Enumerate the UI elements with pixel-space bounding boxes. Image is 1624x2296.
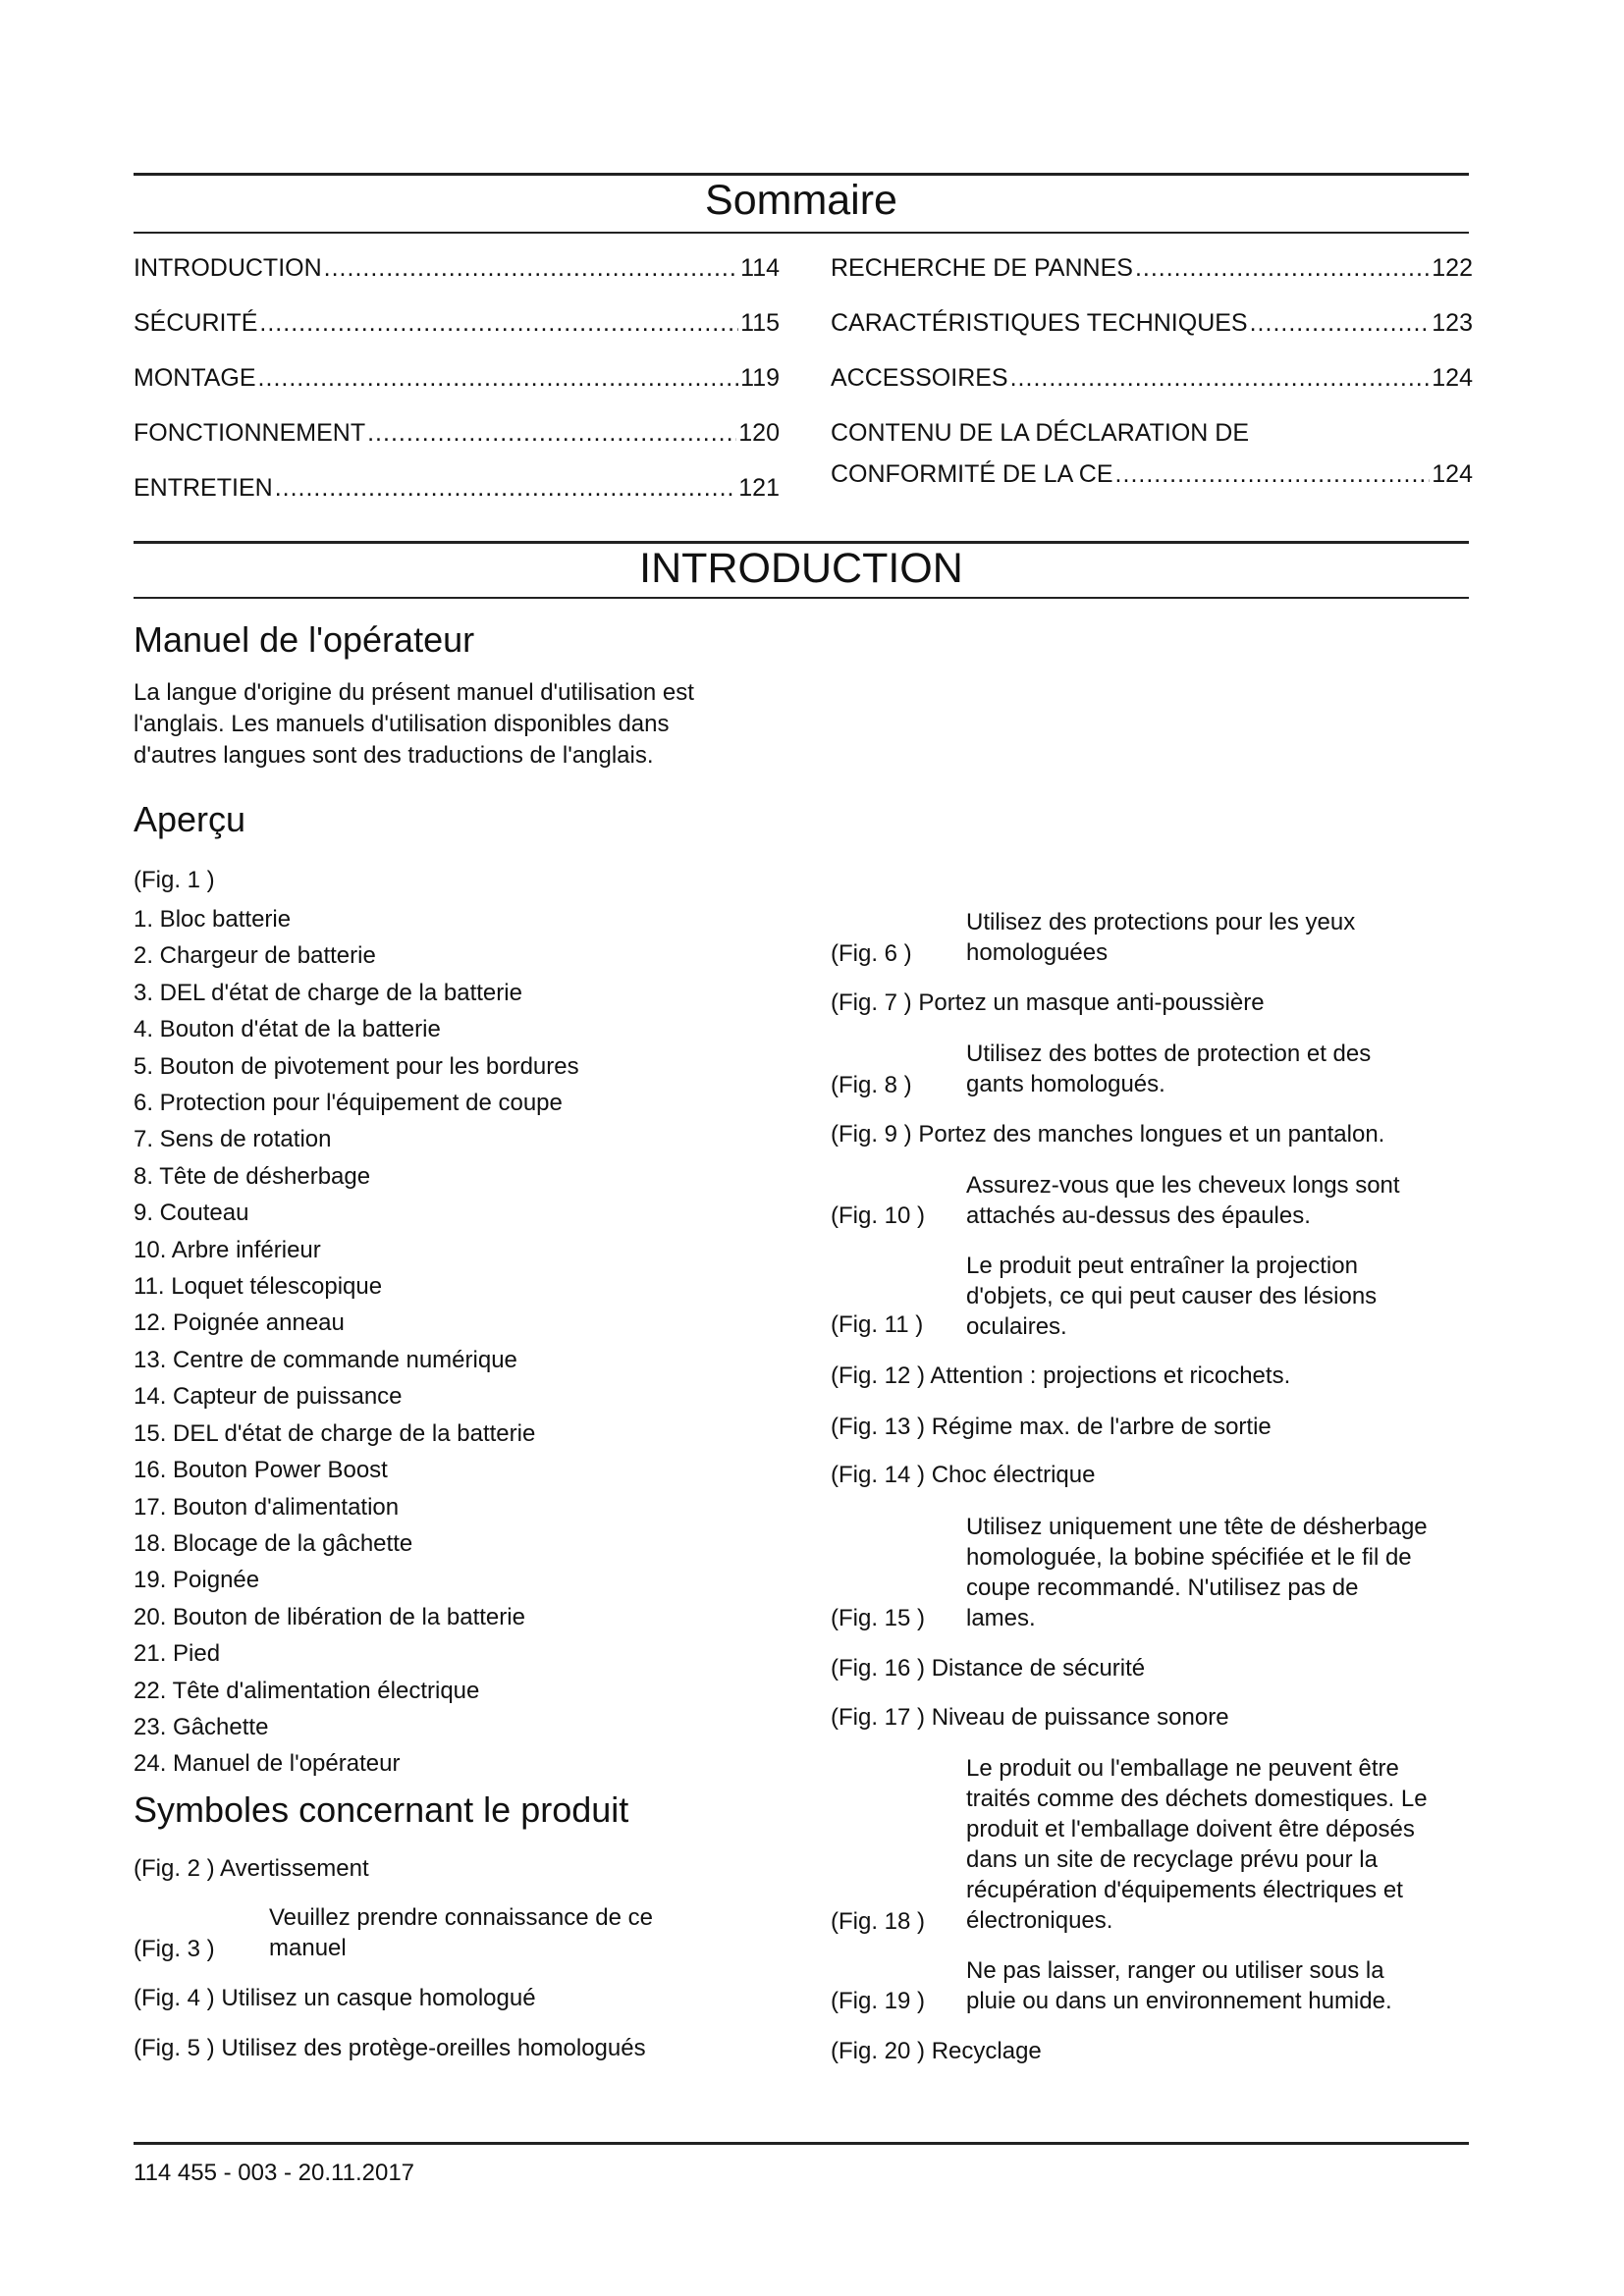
toc-entry-page: 120 [738,419,780,447]
symbol-text-line: dans un site de recyclage prévu pour la [966,1846,1378,1873]
overview-heading: Aperçu [134,799,246,839]
list-item: 22. Tête d'alimentation électrique [134,1677,480,1704]
toc-entry-label: FONCTIONNEMENT [134,419,366,447]
symbol-text-line: homologuée, la bobine spécifiée et le fil de [966,1544,1412,1571]
symbol-fig-ref: (Fig. 6 ) [831,940,912,967]
toc-entry-page: 122 [1432,254,1473,282]
overview-fig-ref: (Fig. 1 ) [134,867,215,893]
symbol-text-line: coupe recommandé. N'utilisez pas de [966,1575,1359,1601]
symbol-fig-ref: (Fig. 17 ) [831,1704,926,1731]
list-item: 23. Gâchette [134,1713,269,1740]
symbol-fig-ref: (Fig. 2 ) [134,1855,215,1882]
symbol-text-line: récupération d'équipements électriques et [966,1877,1403,1903]
symbol-text [966,1955,1477,2016]
symbol-entry [831,1460,1095,1490]
toc-title-rule [134,232,1469,234]
manual-paragraph [134,677,762,772]
symbol-text: Portez un masque anti-poussière [918,989,1265,1016]
toc-entry-label-line1[interactable]: CONTENU DE LA DÉCLARATION DE [831,419,1250,447]
symbol-text-line: Utilisez des protections pour les yeux [966,909,1356,935]
symbol-text-line: produit et l'emballage doivent être déposés [966,1816,1415,1842]
symbol-text [966,1170,1467,1231]
toc-entry[interactable] [134,363,780,393]
list-item: 10. Arbre inférieur [134,1236,321,1263]
list-item: 15. DEL d'état de charge de la batterie [134,1419,536,1447]
toc-entry[interactable] [831,363,1473,393]
list-item: 8. Tête de désherbage [134,1162,371,1190]
toc-dot-leader [1115,459,1431,489]
symbol-text-line: Veuillez prendre connaissance de ce [269,1904,653,1931]
toc-entry-page: 124 [1432,364,1473,392]
list-item: 16. Bouton Power Boost [134,1457,388,1484]
symbol-text-line: Utilisez des bottes de protection et des [966,1041,1372,1067]
symbol-entry [831,1119,1384,1149]
list-item: 12. Poignée anneau [134,1309,345,1337]
toc-dot-leader [1250,308,1431,338]
symbol-text-line: manuel [269,1935,347,1961]
toc-entry[interactable] [134,253,780,283]
toc-entry-page: 123 [1432,309,1473,337]
symbol-text [966,1039,1467,1099]
list-item: 13. Centre de commande numérique [134,1346,517,1373]
symbol-text [966,1512,1477,1633]
list-item: 9. Couteau [134,1200,249,1227]
list-item: 1. Bloc batterie [134,906,292,933]
toc-entry[interactable] [831,308,1473,338]
symbols-right-list [831,901,1473,2079]
symbol-fig-ref: (Fig. 5 ) [134,2035,215,2061]
toc-entry[interactable] [134,418,780,448]
symbol-text-line: homologuées [966,939,1109,966]
list-item: 4. Bouton d'état de la batterie [134,1016,441,1043]
toc-entry-label: INTRODUCTION [134,254,322,282]
toc-dot-leader [1010,363,1431,393]
symbol-text-line: traités comme des déchets domestiques. Le [966,1786,1428,1812]
manual-line: La langue d'origine du présent manuel d'utilisation est [134,679,694,706]
symbols-left-list [134,1853,762,2079]
list-item: 3. DEL d'état de charge de la batterie [134,979,522,1006]
symbol-text-line: lames. [966,1605,1036,1631]
symbol-text-line: électroniques. [966,1907,1113,1934]
toc-dot-leader [259,308,738,338]
symbol-entry [831,1361,1290,1391]
symbol-text [966,1251,1467,1342]
toc-dot-leader [367,418,736,448]
symbol-text: Recyclage [931,2038,1042,2064]
list-item: 19. Poignée [134,1567,260,1594]
toc-dot-leader [275,473,737,503]
list-item: 14. Capteur de puissance [134,1383,403,1411]
toc-entry-page: 115 [740,309,780,337]
toc-entry-page: 121 [738,474,780,502]
symbol-fig-ref: (Fig. 14 ) [831,1462,926,1488]
toc-entry[interactable] [831,253,1473,283]
list-item: 6. Protection pour l'équipement de coupe [134,1090,563,1117]
list-item: 18. Blocage de la gâchette [134,1529,413,1557]
symbol-fig-ref: (Fig. 19 ) [831,1988,926,2014]
toc-entry-label: CARACTÉRISTIQUES TECHNIQUES [831,309,1248,337]
toc-entry-label: ACCESSOIRES [831,364,1008,392]
toc-entry-page: 119 [740,364,780,392]
list-item: 24. Manuel de l'opérateur [134,1750,401,1778]
overview-list [134,901,762,1783]
symbol-fig-ref: (Fig. 3 ) [134,1936,215,1962]
symbol-text-line: Utilisez uniquement une tête de désherbage [966,1514,1428,1540]
symbol-text-line: pluie ou dans un environnement humide. [966,1988,1392,2014]
symbol-fig-ref: (Fig. 13 ) [831,1414,926,1440]
symbol-text: Choc électrique [931,1462,1096,1488]
toc-dot-leader [258,363,739,393]
toc-left-column [134,253,780,508]
symbol-fig-ref: (Fig. 4 ) [134,1985,215,2011]
toc-right-column [831,253,1473,508]
toc-entry-label: SÉCURITÉ [134,309,258,337]
toc-entry-page: 124 [1432,460,1473,488]
symbol-fig-ref: (Fig. 12 ) [831,1362,926,1389]
toc-dot-leader [1135,253,1430,283]
symbol-text: Attention : projections et ricochets. [930,1362,1291,1389]
toc-entry-page: 114 [740,254,780,282]
symbol-text-line: Ne pas laisser, ranger ou utiliser sous la [966,1957,1384,1984]
toc-title: Sommaire [705,177,897,224]
list-item: 11. Loquet télescopique [134,1273,383,1301]
toc-entry[interactable] [831,459,1473,489]
symbol-fig-ref: (Fig. 10 ) [831,1202,926,1229]
symbol-text: Distance de sécurité [931,1655,1146,1682]
intro-title-rule [134,597,1469,599]
toc-dot-leader [324,253,738,283]
symbol-text-line: attachés au-dessus des épaules. [966,1202,1311,1229]
footer-rule [134,2142,1469,2145]
symbol-text-line: oculaires. [966,1313,1067,1340]
symbol-text-line: gants homologués. [966,1071,1165,1097]
toc-entry-label: CONFORMITÉ DE LA CE [831,460,1113,488]
symbols-heading: Symboles concernant le produit [134,1789,629,1830]
footer-doc-ref: 114 455 - 003 - 20.11.2017 [134,2160,415,2186]
symbol-fig-ref: (Fig. 20 ) [831,2038,926,2064]
list-item: 2. Chargeur de batterie [134,942,376,970]
symbol-text: Portez des manches longues et un pantalon. [918,1121,1385,1148]
symbol-fig-ref: (Fig. 7 ) [831,989,912,1016]
list-item: 20. Bouton de libération de la batterie [134,1603,525,1630]
symbol-entry [134,1983,536,2013]
intro-title: INTRODUCTION [639,545,963,592]
symbol-text [966,1753,1477,1936]
symbol-text [966,907,1467,968]
toc-entry[interactable] [134,473,780,503]
symbol-fig-ref: (Fig. 18 ) [831,1908,926,1935]
symbol-entry [831,1653,1145,1683]
symbol-entry [831,988,1265,1018]
symbol-text: Avertissement [220,1855,369,1882]
symbol-fig-ref: (Fig. 11 ) [831,1311,924,1338]
toc-entry[interactable] [134,308,780,338]
symbol-fig-ref: (Fig. 9 ) [831,1121,912,1148]
list-item: 21. Pied [134,1640,221,1668]
symbol-entry [831,2036,1042,2066]
toc-entry-label: ENTRETIEN [134,474,273,502]
symbol-text: Régime max. de l'arbre de sortie [931,1414,1272,1440]
symbol-text: Utilisez des protège-oreilles homologués [221,2035,646,2061]
symbol-entry [831,1702,1229,1733]
manual-line: l'anglais. Les manuels d'utilisation disponibles dans [134,711,670,737]
symbol-text-line: Assurez-vous que les cheveux longs sont [966,1172,1400,1199]
symbol-fig-ref: (Fig. 8 ) [831,1072,912,1098]
list-item: 5. Bouton de pivotement pour les bordures [134,1052,579,1080]
symbol-text [269,1902,740,1963]
symbol-fig-ref: (Fig. 16 ) [831,1655,926,1682]
manual-heading: Manuel de l'opérateur [134,619,475,660]
symbol-entry [134,1853,369,1884]
list-item: 7. Sens de rotation [134,1126,332,1153]
list-item: 17. Bouton d'alimentation [134,1493,400,1521]
symbol-text-line: Le produit ou l'emballage ne peuvent être [966,1755,1399,1782]
symbol-text-line: Le produit peut entraîner la projection [966,1253,1358,1279]
symbol-text: Utilisez un casque homologué [221,1985,536,2011]
toc-entry-label: RECHERCHE DE PANNES [831,254,1133,282]
symbol-entry [831,1412,1272,1442]
symbol-fig-ref: (Fig. 15 ) [831,1605,926,1631]
symbol-text-line: d'objets, ce qui peut causer des lésions [966,1283,1378,1309]
toc-entry-label: MONTAGE [134,364,256,392]
manual-line: d'autres langues sont des traductions de l'anglais. [134,742,654,769]
symbol-text: Niveau de puissance sonore [931,1704,1229,1731]
symbol-entry [134,2033,646,2063]
